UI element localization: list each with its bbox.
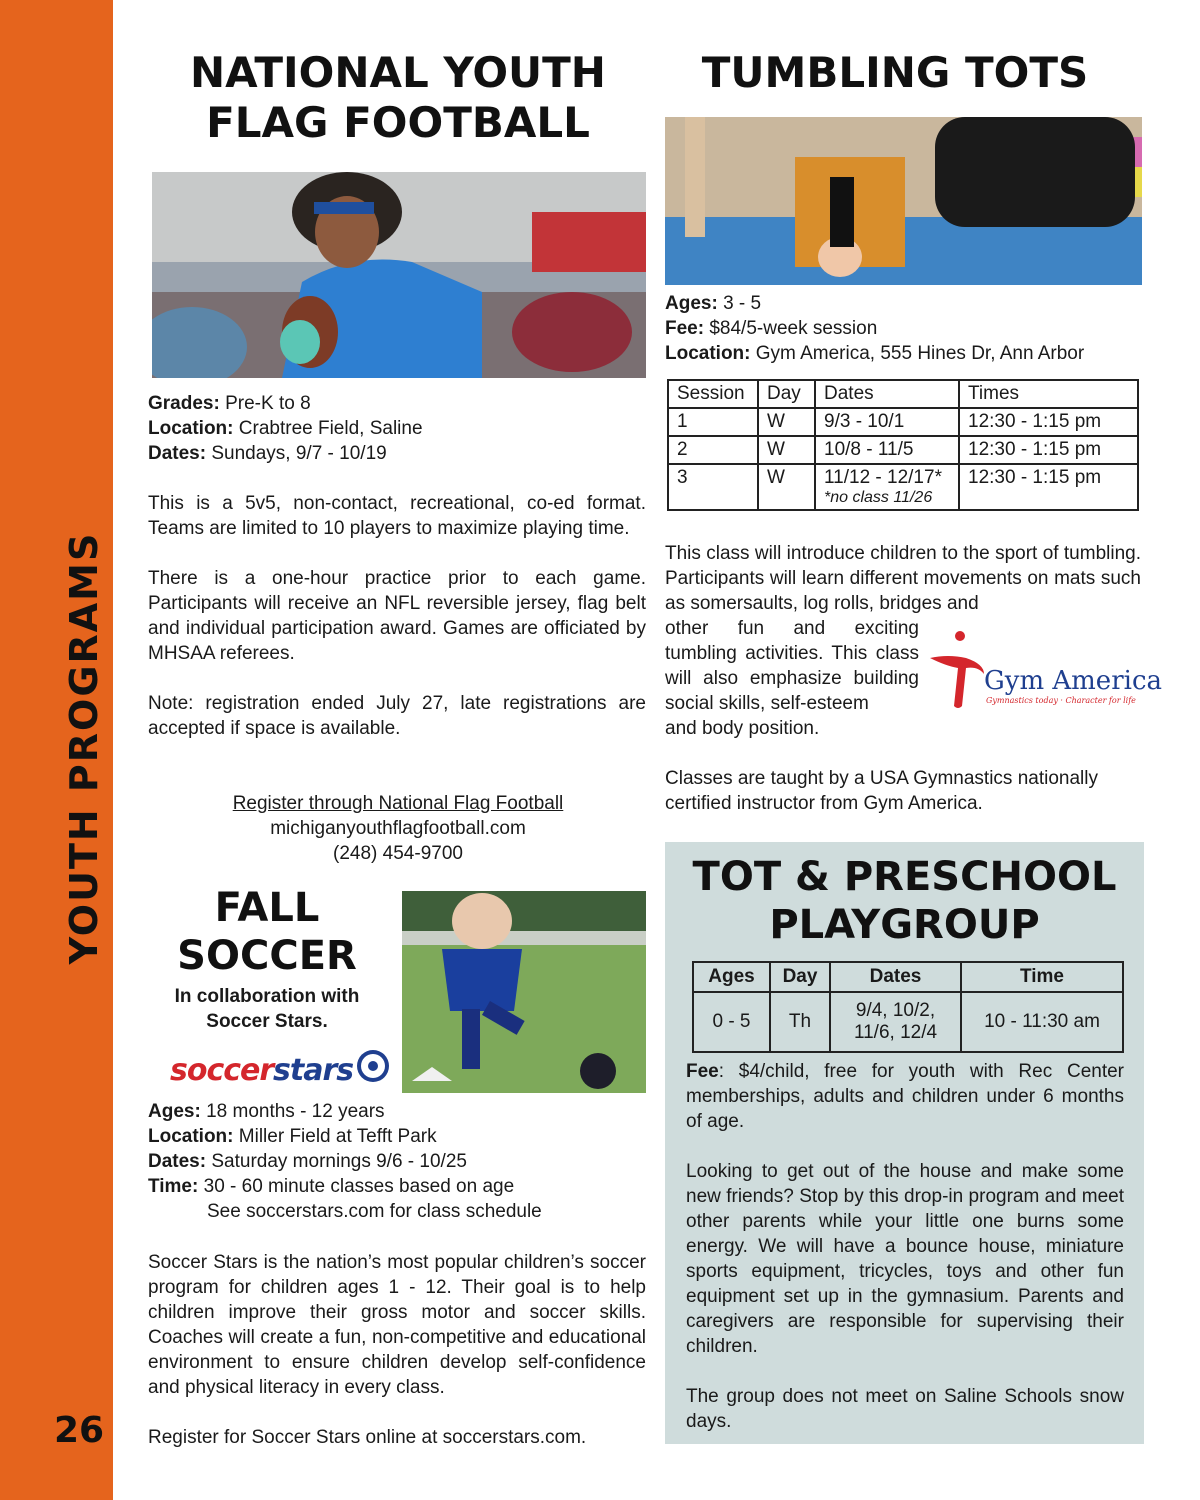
- soccer-stars-logo: [168, 1044, 393, 1092]
- gym-america-logo: [928, 628, 1163, 712]
- table-header-row: Session Day Dates Times: [668, 380, 1138, 408]
- svg-text:stars: stars: [273, 1053, 354, 1088]
- location-value: Miller Field at Tefft Park: [238, 1126, 437, 1147]
- dates-value: Saturday mornings 9/6 - 10/25: [211, 1151, 467, 1172]
- table-row: 1 W 9/3 - 10/1 12:30 - 1:15 pm: [668, 408, 1138, 436]
- soccer-description: Soccer Stars is the nation’s most popular children’s soccer program for children ages 1 - 12. Their goal is to help children improve their gross motor and soccer skills. Coaches will create a fun, non-competitive and educational environment to ensure children develop self-confidence and physical literacy in every class. Register for Soccer Stars online at soccerstars.com.: [148, 1252, 646, 1448]
- time-value: 30 - 60 minute classes based on age: [203, 1176, 515, 1197]
- table-header-row: Ages Day Dates Time: [693, 962, 1123, 992]
- playgroup-fee: Fee: $4/child, free for youth with Rec Center memberships, adults and children under 6 months of age.: [686, 1061, 1124, 1132]
- ages-value: 18 months - 12 years: [206, 1101, 385, 1122]
- flag-football-registration: [148, 791, 648, 866]
- page-number: 26: [54, 1410, 105, 1451]
- grades-value: Pre-K to 8: [225, 393, 311, 414]
- location-value: Gym America, 555 Hines Dr, Ann Arbor: [755, 343, 1085, 364]
- time-note: See soccerstars.com for class schedule: [207, 1201, 542, 1222]
- table-row: 2 W 10/8 - 11/5 12:30 - 1:15 pm: [668, 436, 1138, 464]
- soccer-details: Ages: 18 months - 12 years Location: Miller Field at Tefft Park Dates: Saturday mornings 9/6 - 10/25 Time: 30 - 60 minute classes based on age See soccerstars.com for class schedule: [148, 1099, 648, 1224]
- ages-value: 3 - 5: [723, 293, 762, 314]
- gym-america-tagline: Gymnastics today · Character for life: [986, 696, 1136, 705]
- gymnast-figure-icon: [928, 628, 988, 712]
- website-text: michiganyouthflagfootball.com: [270, 818, 526, 839]
- no-class-note: *no class 11/26: [824, 489, 933, 506]
- dates-value: Sundays, 9/7 - 10/19: [211, 443, 387, 464]
- playgroup-description: Fee: $4/child, free for youth with Rec Center memberships, adults and children under 6 months of age. Looking to get out of the house and make some new friends? Stop by this drop-in program and meet other parents while your little one burns some energy. We will have a bounce house, miniature sports equipment, tricycles, toys and other fun equipment set up in the gymnasium. Parents and caregivers are responsible for supervising their children. The group does not meet on Saline Schools snow days.: [686, 1061, 1124, 1432]
- soccer-photo: [402, 891, 646, 1093]
- fall-soccer-title: FALL SOCCER: [177, 885, 357, 979]
- register-link[interactable]: Register through National Flag Football: [232, 793, 564, 814]
- playgroup-title: TOT & PRESCHOOL PLAYGROUP: [692, 854, 1117, 948]
- tumbling-session-table: [667, 379, 1139, 511]
- fee-value: $84/5-week session: [709, 318, 878, 339]
- flag-football-details: Grades: Pre-K to 8 Location: Crabtree Field, Saline Dates: Sundays, 9/7 - 10/19: [148, 393, 423, 464]
- tumbling-description-end: and body position.: [665, 718, 820, 739]
- tumbling-tots-title: TUMBLING TOTS: [701, 48, 1089, 97]
- section-title: YOUTH PROGRAMS: [62, 531, 106, 965]
- flag-football-photo: [152, 172, 646, 378]
- tumbling-description-top: This class will introduce children to the sport of tumbling. Participants will learn different movements on mats such as somersaults, log rolls, bridges and: [665, 543, 1141, 614]
- tumbling-instructor-note: Classes are taught by a USA Gymnastics nationally certified instructor from Gym America.: [665, 768, 1098, 814]
- table-row: 0 - 5 Th 9/4, 10/2, 11/6, 12/4 10 - 11:30 am: [693, 992, 1123, 1052]
- tumbling-description-wrap: other fun and exciting tumbling activities. This class will also emphasize building social skills, self-esteem: [665, 618, 919, 714]
- flag-football-description: This is a 5v5, non-contact, recreational, co-ed format. Teams are limited to 10 players to maximize playing time. There is a one-hour practice prior to each game. Participants will receive an NFL reversible jersey, flag belt and individual participation award. Games are officiated by MHSAA referees. Note: registration ended July 27, late registrations are accepted if space is available.: [148, 493, 646, 739]
- tumbling-photo: [665, 117, 1142, 285]
- soccer-collaboration: In collaboration with Soccer Stars.: [174, 986, 360, 1032]
- phone-text: (248) 454-9700: [333, 843, 463, 864]
- playgroup-table: [692, 961, 1124, 1053]
- flag-football-title: NATIONAL YOUTH FLAG FOOTBALL: [190, 48, 606, 148]
- gym-america-name: Gym America: [984, 666, 1163, 696]
- location-value: Crabtree Field, Saline: [238, 418, 423, 439]
- tumbling-details: Ages: 3 - 5 Fee: $84/5-week session Location: Gym America, 555 Hines Dr, Ann Arbor: [665, 293, 1085, 364]
- table-row: 3 W 11/12 - 12/17* *no class 11/26 12:30 - 1:15 pm: [668, 464, 1138, 510]
- svg-text:soccer: soccer: [170, 1053, 274, 1088]
